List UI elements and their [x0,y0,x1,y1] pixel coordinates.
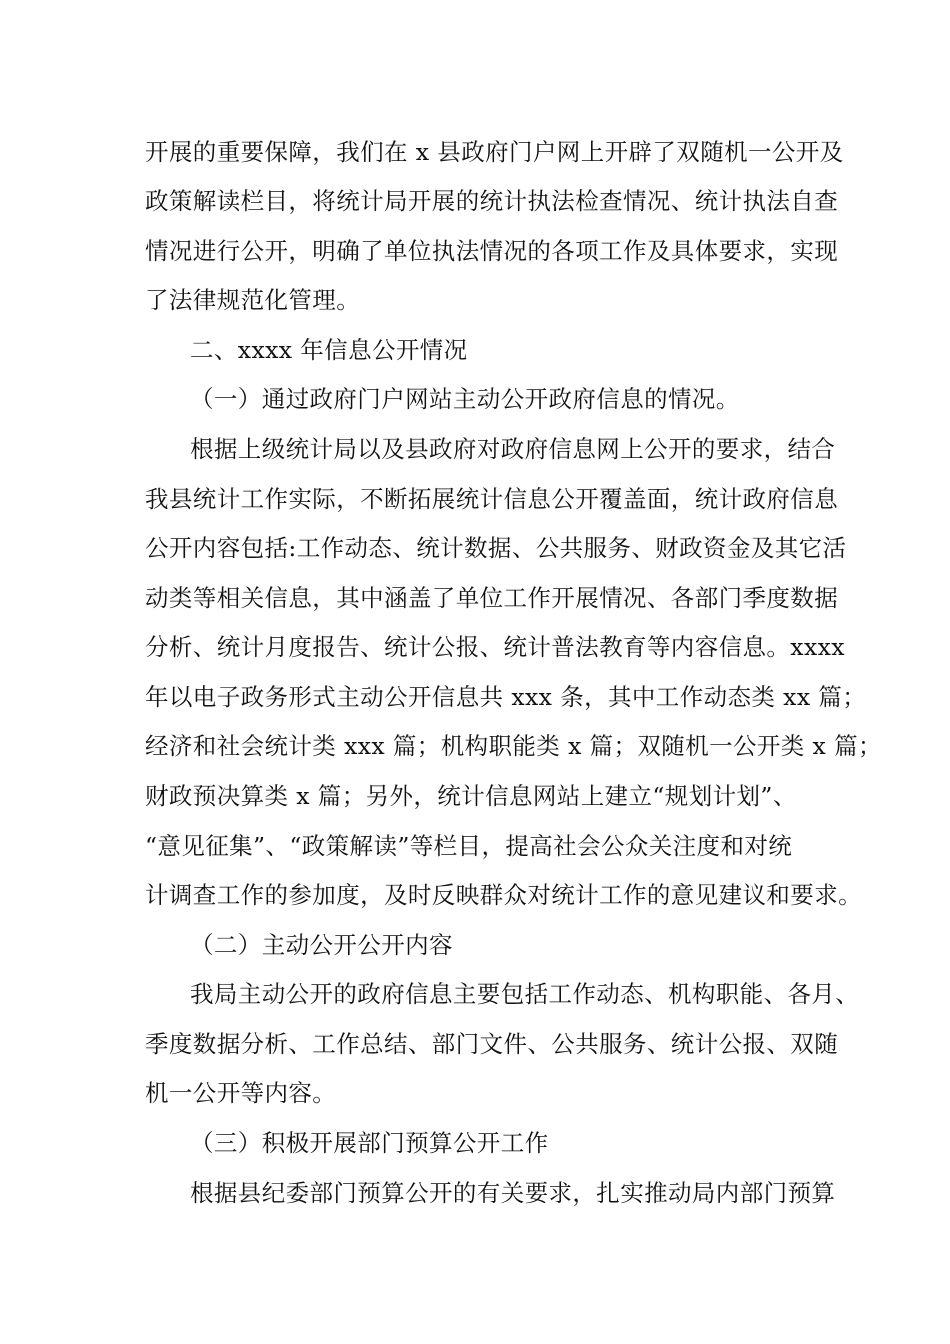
text-line: 我县统计工作实际，不断拓展统计信息公开覆盖面，统计政府信息 [145,485,839,513]
text-line: 财政预决算类 x 篇；另外，统计信息网站上建立“规划计划”、 [145,782,797,810]
text-line: 开展的重要保障，我们在 x 县政府门户网上开辟了双随机一公开及 [145,138,844,166]
subsection-heading: （一）通过政府门户网站主动公开政府信息的情况。 [190,385,740,413]
text-line: 季度数据分析、工作总结、部门文件、公共服务、统计公报、双随 [145,1030,839,1058]
subsection-heading: （三）积极开展部门预算公开工作 [190,1129,549,1157]
text-line: 分析、统计月度报告、统计公报、统计普法教育等内容信息。xxxx [145,633,845,661]
section-heading: 二、xxxx 年信息公开情况 [190,336,468,364]
text-line: 根据县纪委部门预算公开的有关要求，扎实推动局内部门预算 [190,1179,836,1207]
text-line: 根据上级统计局以及县政府对政府信息网上公开的要求，结合 [190,435,836,463]
text-line: 政策解读栏目，将统计局开展的统计执法检查情况、统计执法自查 [145,187,839,215]
text-line: “意见征集”、“政策解读”等栏目，提高社会公众关注度和对统 [145,832,793,860]
subsection-heading: （二）主动公开公开内容 [190,931,453,959]
text-line: 计调查工作的参加度，及时反映群众对统计工作的意见建议和要求。 [145,881,862,909]
text-line: 经济和社会统计类 xxx 篇；机构职能类 x 篇；双随机一公开类 x 篇； [145,732,882,760]
text-line: 年以电子政务形式主动公开信息共 xxx 条，其中工作动态类 xx 篇； [145,683,867,711]
text-line: 动类等相关信息，其中涵盖了单位工作开展情况、各部门季度数据 [145,584,839,612]
text-line: 公开内容包括:工作动态、统计数据、公共服务、财政资金及其它活 [145,534,847,562]
text-line: 情况进行公开，明确了单位执法情况的各项工作及具体要求，实现 [145,237,839,265]
text-line: 了法律规范化管理。 [145,286,361,314]
text-line: 我局主动公开的政府信息主要包括工作动态、机构职能、各月、 [190,980,860,1008]
text-line: 机一公开等内容。 [145,1079,337,1107]
